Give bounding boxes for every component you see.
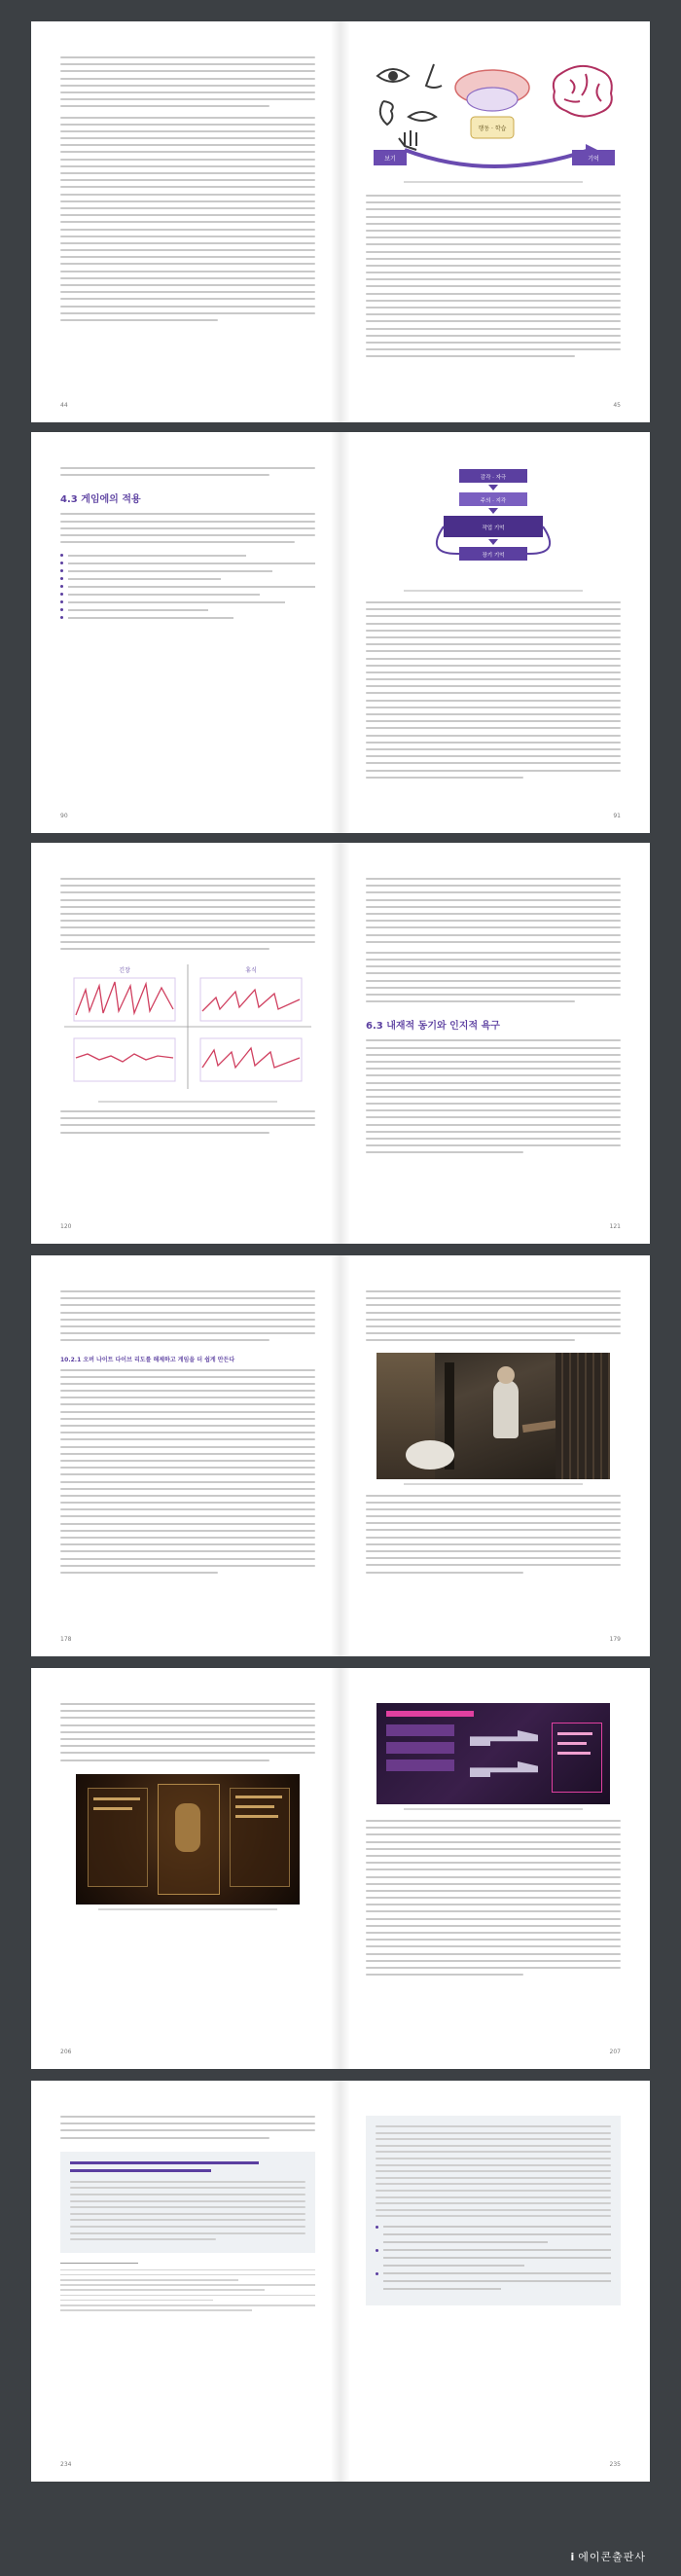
body-text bbox=[366, 1495, 621, 1578]
page-45 bbox=[340, 21, 650, 422]
body-text bbox=[60, 2116, 315, 2144]
body-text bbox=[60, 56, 315, 326]
callout-box bbox=[60, 2152, 315, 2253]
game-screenshot bbox=[376, 1353, 610, 1479]
body-text bbox=[60, 1290, 315, 1347]
body-text bbox=[60, 1369, 315, 1579]
body-text bbox=[366, 1290, 621, 1347]
spread-2 bbox=[31, 432, 650, 833]
page-90 bbox=[31, 432, 340, 833]
body-text bbox=[366, 1039, 621, 1158]
body-text bbox=[60, 467, 315, 481]
body-text bbox=[60, 1703, 315, 1766]
memory-flow-diagram bbox=[366, 467, 621, 582]
body-text bbox=[366, 1820, 621, 1980]
publisher-logo-name: 에이콘출판사 bbox=[578, 2551, 646, 2563]
flow-step-1: 감각 · 자극 bbox=[480, 475, 507, 481]
flow-step-4: 장기 기억 bbox=[482, 553, 505, 559]
game-inventory-screenshot bbox=[76, 1774, 300, 1905]
body-text bbox=[366, 601, 621, 783]
folio: 178 bbox=[60, 1636, 72, 1643]
folio: 179 bbox=[609, 1636, 621, 1643]
page-207 bbox=[340, 1668, 650, 2069]
chart-title-tl: 긴장 bbox=[119, 967, 130, 975]
cognition-figure bbox=[366, 56, 621, 173]
body-text bbox=[60, 513, 315, 548]
publisher-logo bbox=[570, 2549, 646, 2564]
callout-text bbox=[376, 2125, 611, 2222]
page-235 bbox=[340, 2081, 650, 2482]
body-text bbox=[60, 1110, 315, 1139]
figure-caption bbox=[98, 1908, 276, 1910]
chart-tl bbox=[74, 978, 175, 1021]
body-text bbox=[366, 195, 621, 363]
figure-tag-left-text: 보기 bbox=[384, 156, 396, 163]
spread-4 bbox=[31, 1255, 650, 1656]
arousal-charts bbox=[60, 961, 315, 1093]
body-text bbox=[60, 878, 315, 955]
page-234 bbox=[31, 2081, 340, 2482]
page-120 bbox=[31, 843, 340, 1244]
chart-tr bbox=[200, 978, 302, 1021]
spread-5 bbox=[31, 1668, 650, 2069]
folio: 120 bbox=[60, 1223, 72, 1230]
figure-tag-right-text: 기억 bbox=[588, 156, 599, 163]
footnote-rule bbox=[60, 2263, 138, 2264]
spread-6 bbox=[31, 2081, 650, 2482]
folio: 234 bbox=[60, 2461, 72, 2468]
page-121 bbox=[340, 843, 650, 1244]
page-44 bbox=[31, 21, 340, 422]
flow-step-3: 작업 기억 bbox=[482, 526, 505, 531]
page-206 bbox=[31, 1668, 340, 2069]
game-weapon-screenshot bbox=[376, 1703, 610, 1804]
folio: 121 bbox=[609, 1223, 621, 1230]
spread-3 bbox=[31, 843, 650, 1244]
callout-bullets bbox=[376, 2226, 611, 2291]
folio: 91 bbox=[613, 813, 621, 819]
spread-1 bbox=[31, 21, 650, 422]
sub-heading: 10.2.1 오버 나이트 다이브 리도를 해제하고 게임을 더 쉽게 만든다 bbox=[60, 1356, 235, 1363]
figure-center-label: 행동 · 학습 bbox=[478, 126, 507, 132]
bullet-list bbox=[60, 554, 315, 619]
chart-br bbox=[200, 1038, 302, 1081]
attention-ellipse bbox=[467, 88, 518, 111]
page-178 bbox=[31, 1255, 340, 1656]
body-text bbox=[366, 878, 621, 1007]
folio: 235 bbox=[609, 2461, 621, 2468]
folio: 206 bbox=[60, 2049, 72, 2055]
page-179 bbox=[340, 1255, 650, 1656]
callout-box bbox=[366, 2116, 621, 2305]
page-91 bbox=[340, 432, 650, 833]
publisher-logo-mark: i bbox=[570, 2551, 576, 2563]
footnotes bbox=[60, 2269, 315, 2311]
section-title: 6.3 내재적 동기와 인지적 욕구 bbox=[366, 1021, 500, 1033]
folio: 207 bbox=[609, 2049, 621, 2055]
chart-bl bbox=[74, 1038, 175, 1081]
chart-title-tr: 휴식 bbox=[245, 967, 257, 975]
folio: 44 bbox=[60, 402, 68, 409]
folio: 90 bbox=[60, 813, 68, 819]
callout-text bbox=[70, 2181, 305, 2245]
flow-step-2: 주의 · 지각 bbox=[480, 498, 507, 504]
folio: 45 bbox=[613, 402, 621, 409]
section-title: 4.3 게임에의 적용 bbox=[60, 494, 141, 506]
